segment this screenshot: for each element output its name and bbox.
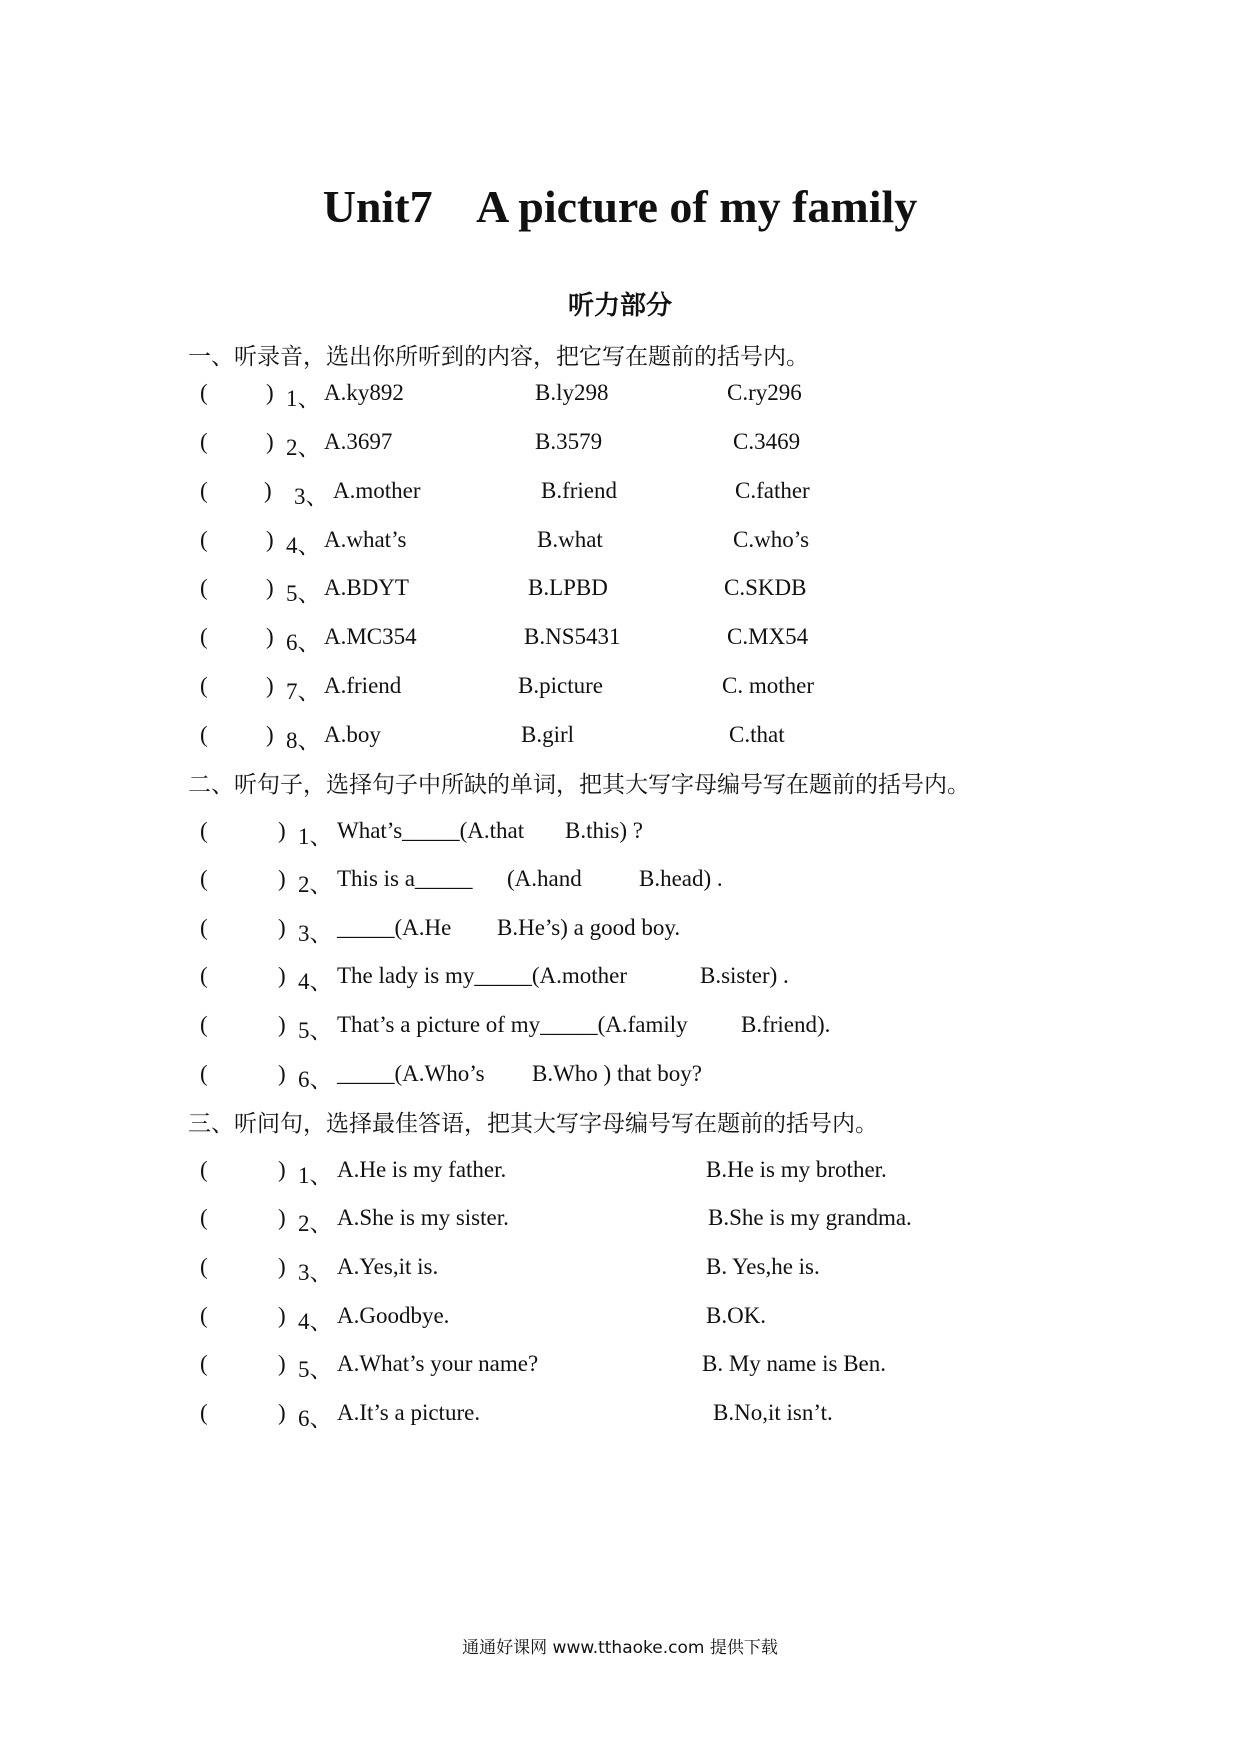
option-a: A.mother [333,478,421,503]
list-item: ( ) 2、 A.3697 B.3579 C.3469 [200,429,801,460]
option-a: A.What’s your name? [337,1351,539,1376]
option-a: A.what’s [324,527,407,552]
option-b: B.what [537,527,603,552]
list-item: ( ) 4、 A.Goodbye. B.OK. [200,1303,767,1334]
option-a: A.MC354 [324,624,417,649]
option-c: C.that [729,722,785,747]
option-b: B.3579 [535,429,603,454]
option-a: A.ky892 [324,380,404,405]
option-b: B.NS5431 [524,624,621,649]
option-a: A.BDYT [324,575,409,600]
list-item: ( ) 3、 _____(A.He B.He’s) a good boy. [200,915,681,946]
option-a: A.It’s a picture. [337,1400,481,1425]
list-item: ( ) 4、 The lady is my_____(A.mother B.sister) . [200,963,789,994]
list-item: ( ) 1、 A.ky892 B.ly298 C.ry296 [200,380,802,411]
option-a: A.Yes,it is. [337,1254,439,1279]
list-item: ( ) 5、 A.BDYT B.LPBD C.SKDB [200,575,807,606]
option-a: A.3697 [324,429,393,454]
option-b: B.OK. [706,1303,767,1328]
list-item: ( ) 7、 A.friend B.picture C. mother [200,673,814,704]
option-a: A.She is my sister. [337,1205,509,1230]
option-c: C.SKDB [724,575,807,600]
list-item: ( ) 2、 A.She is my sister. B.She is my grandma. [200,1205,912,1236]
option-a: A.friend [324,673,402,698]
list-item: ( ) 1、 A.He is my father. B.He is my brother. [200,1157,887,1188]
page-title: Unit7 A picture of my family [322,181,918,232]
list-item: ( ) 5、 That’s a picture of my_____(A.family B.friend). [200,1012,831,1043]
list-item: ( ) 8、 A.boy B.girl C.that [200,722,785,753]
section-subtitle: 听力部分 [567,291,672,321]
list-item: ( ) 3、 A.mother B.friend C.father [200,478,810,509]
option-c: C.3469 [733,429,801,454]
page-footer: 通通好课网 www.tthaoke.com 提供下载 [462,1638,778,1658]
option-b: B. My name is Ben. [702,1351,886,1376]
list-item: ( ) 6、 _____(A.Who’s B.Who ) that boy? [200,1061,702,1092]
option-b: B.picture [518,673,603,698]
section-2-heading: 二、听句子，选择句子中所缺的单词，把其大写字母编号写在题前的括号内。 [188,772,970,798]
option-c: C. mother [722,673,814,698]
list-item: ( ) 4、 A.what’s B.what C.who’s [200,527,810,558]
list-item: ( ) 2、 This is a_____ (A.hand B.head) . [200,866,723,897]
option-c: C.who’s [733,527,810,552]
list-item: ( ) 5、 A.What’s your name? B. My name is Ben. [200,1351,886,1382]
option-b: B.girl [521,722,575,747]
option-b: B.ly298 [535,380,609,405]
section-1-heading: 一、听录音，选出你所听到的内容，把它写在题前的括号内。 [188,344,809,370]
option-b: B. Yes,he is. [706,1254,820,1279]
option-c: C.ry296 [727,380,802,405]
option-b: B.friend [541,478,618,503]
option-c: C.MX54 [727,624,809,649]
option-a: A.Goodbye. [337,1303,450,1328]
list-item: ( ) 1、 What’s_____(A.that B.this) ? [200,818,643,849]
option-b: B.She is my grandma. [708,1205,912,1230]
option-b: B.No,it isn’t. [713,1400,833,1425]
section-3-heading: 三、听问句，选择最佳答语，把其大写字母编号写在题前的括号内。 [188,1111,878,1137]
option-b: B.He is my brother. [706,1157,887,1182]
list-item: ( ) 6、 A.It’s a picture. B.No,it isn’t. [200,1400,833,1431]
list-item: ( ) 3、 A.Yes,it is. B. Yes,he is. [200,1254,820,1285]
option-a: A.He is my father. [337,1157,507,1182]
option-c: C.father [735,478,810,503]
option-a: A.boy [324,722,381,747]
option-b: B.LPBD [528,575,608,600]
list-item: ( ) 6、 A.MC354 B.NS5431 C.MX54 [200,624,809,655]
